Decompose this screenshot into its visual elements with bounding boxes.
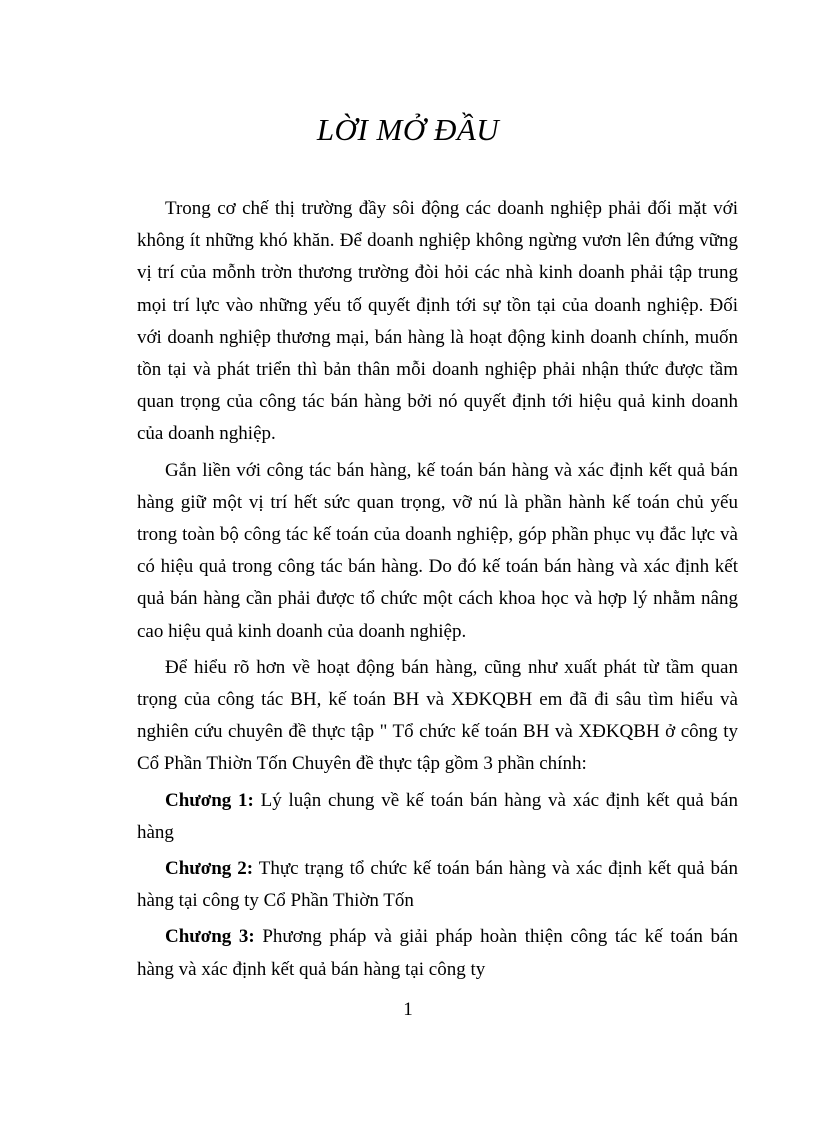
chapter-text: Thực trạng tổ chức kế toán bán hàng và xác định kết quả bán hàng tại công ty Cổ Phần Thiờn Tốn — [137, 858, 738, 912]
paragraph-study-scope: Để hiểu rõ hơn về hoạt động bán hàng, cũng như xuất phát từ tầm quan trọng của công tác BH, kế toán BH và XĐKQBH em đã đi sâu tìm hiểu và nghiên cứu chuyên đề thực tập " Tổ chức kế toán BH và XĐKQBH ở công ty Cổ Phần Thiờn Tốn Chuyên đề thực tập gồm 3 phần chính: — [137, 656, 738, 775]
chapter-label: Chương 3: — [165, 926, 255, 948]
chapter-item-3 — [137, 921, 738, 985]
chapter-text: Phương pháp và giải pháp hoàn thiện công tác kế toán bán hàng và xác định kết quả bán hàng tại công ty — [137, 926, 738, 980]
chapter-item-2 — [137, 853, 738, 917]
chapter-item-1 — [137, 785, 738, 849]
chapter-label: Chương 1: — [165, 789, 254, 811]
page-number: 1 — [403, 999, 413, 1020]
paragraph-sales-accounting: Gắn liền với công tác bán hàng, kế toán bán hàng và xác định kết quả bán hàng giữ một vị trí hết sức quan trọng, vỡ nú là phần hành kế toán chủ yếu trong toàn bộ công tác kế toán của doanh nghiệp, góp phần phục vụ đắc lực và có hiệu quả trong công tác bán hàng. Do đó kế toán bán hàng và xác định kết quả bán hàng cần phải được tổ chức một cách khoa học và hợp lý nhằm nâng cao hiệu quả kinh doanh của doanh nghiệp. — [137, 459, 738, 642]
chapter-label: Chương 2: — [165, 858, 254, 880]
chapter-text: Lý luận chung về kế toán bán hàng và xác định kết quả bán hàng — [137, 789, 738, 843]
paragraph-intro: Trong cơ chế thị trường đầy sôi động các doanh nghiệp phải đối mặt với không ít những khó khăn. Để doanh nghiệp không ngừng vươn lên đứng vững vị trí của mỗnh trờn thương trường đòi hỏi các nhà kinh doanh phải tập trung mọi trí lực vào những yếu tố quyết định tới sự tồn tại của doanh nghiệp. Đối với doanh nghiệp thương mại, bán hàng là hoạt động kinh doanh chính, muốn tồn tại và phát triển thì bản thân mỗi doanh nghiệp phải nhận thức được tầm quan trọng của công tác bán hàng bởi nó quyết định tới hiệu quả kinh doanh của doanh nghiệp. — [137, 198, 738, 445]
page-title: LỜI MỞ ĐẦU — [316, 112, 500, 147]
document-body — [137, 193, 738, 990]
